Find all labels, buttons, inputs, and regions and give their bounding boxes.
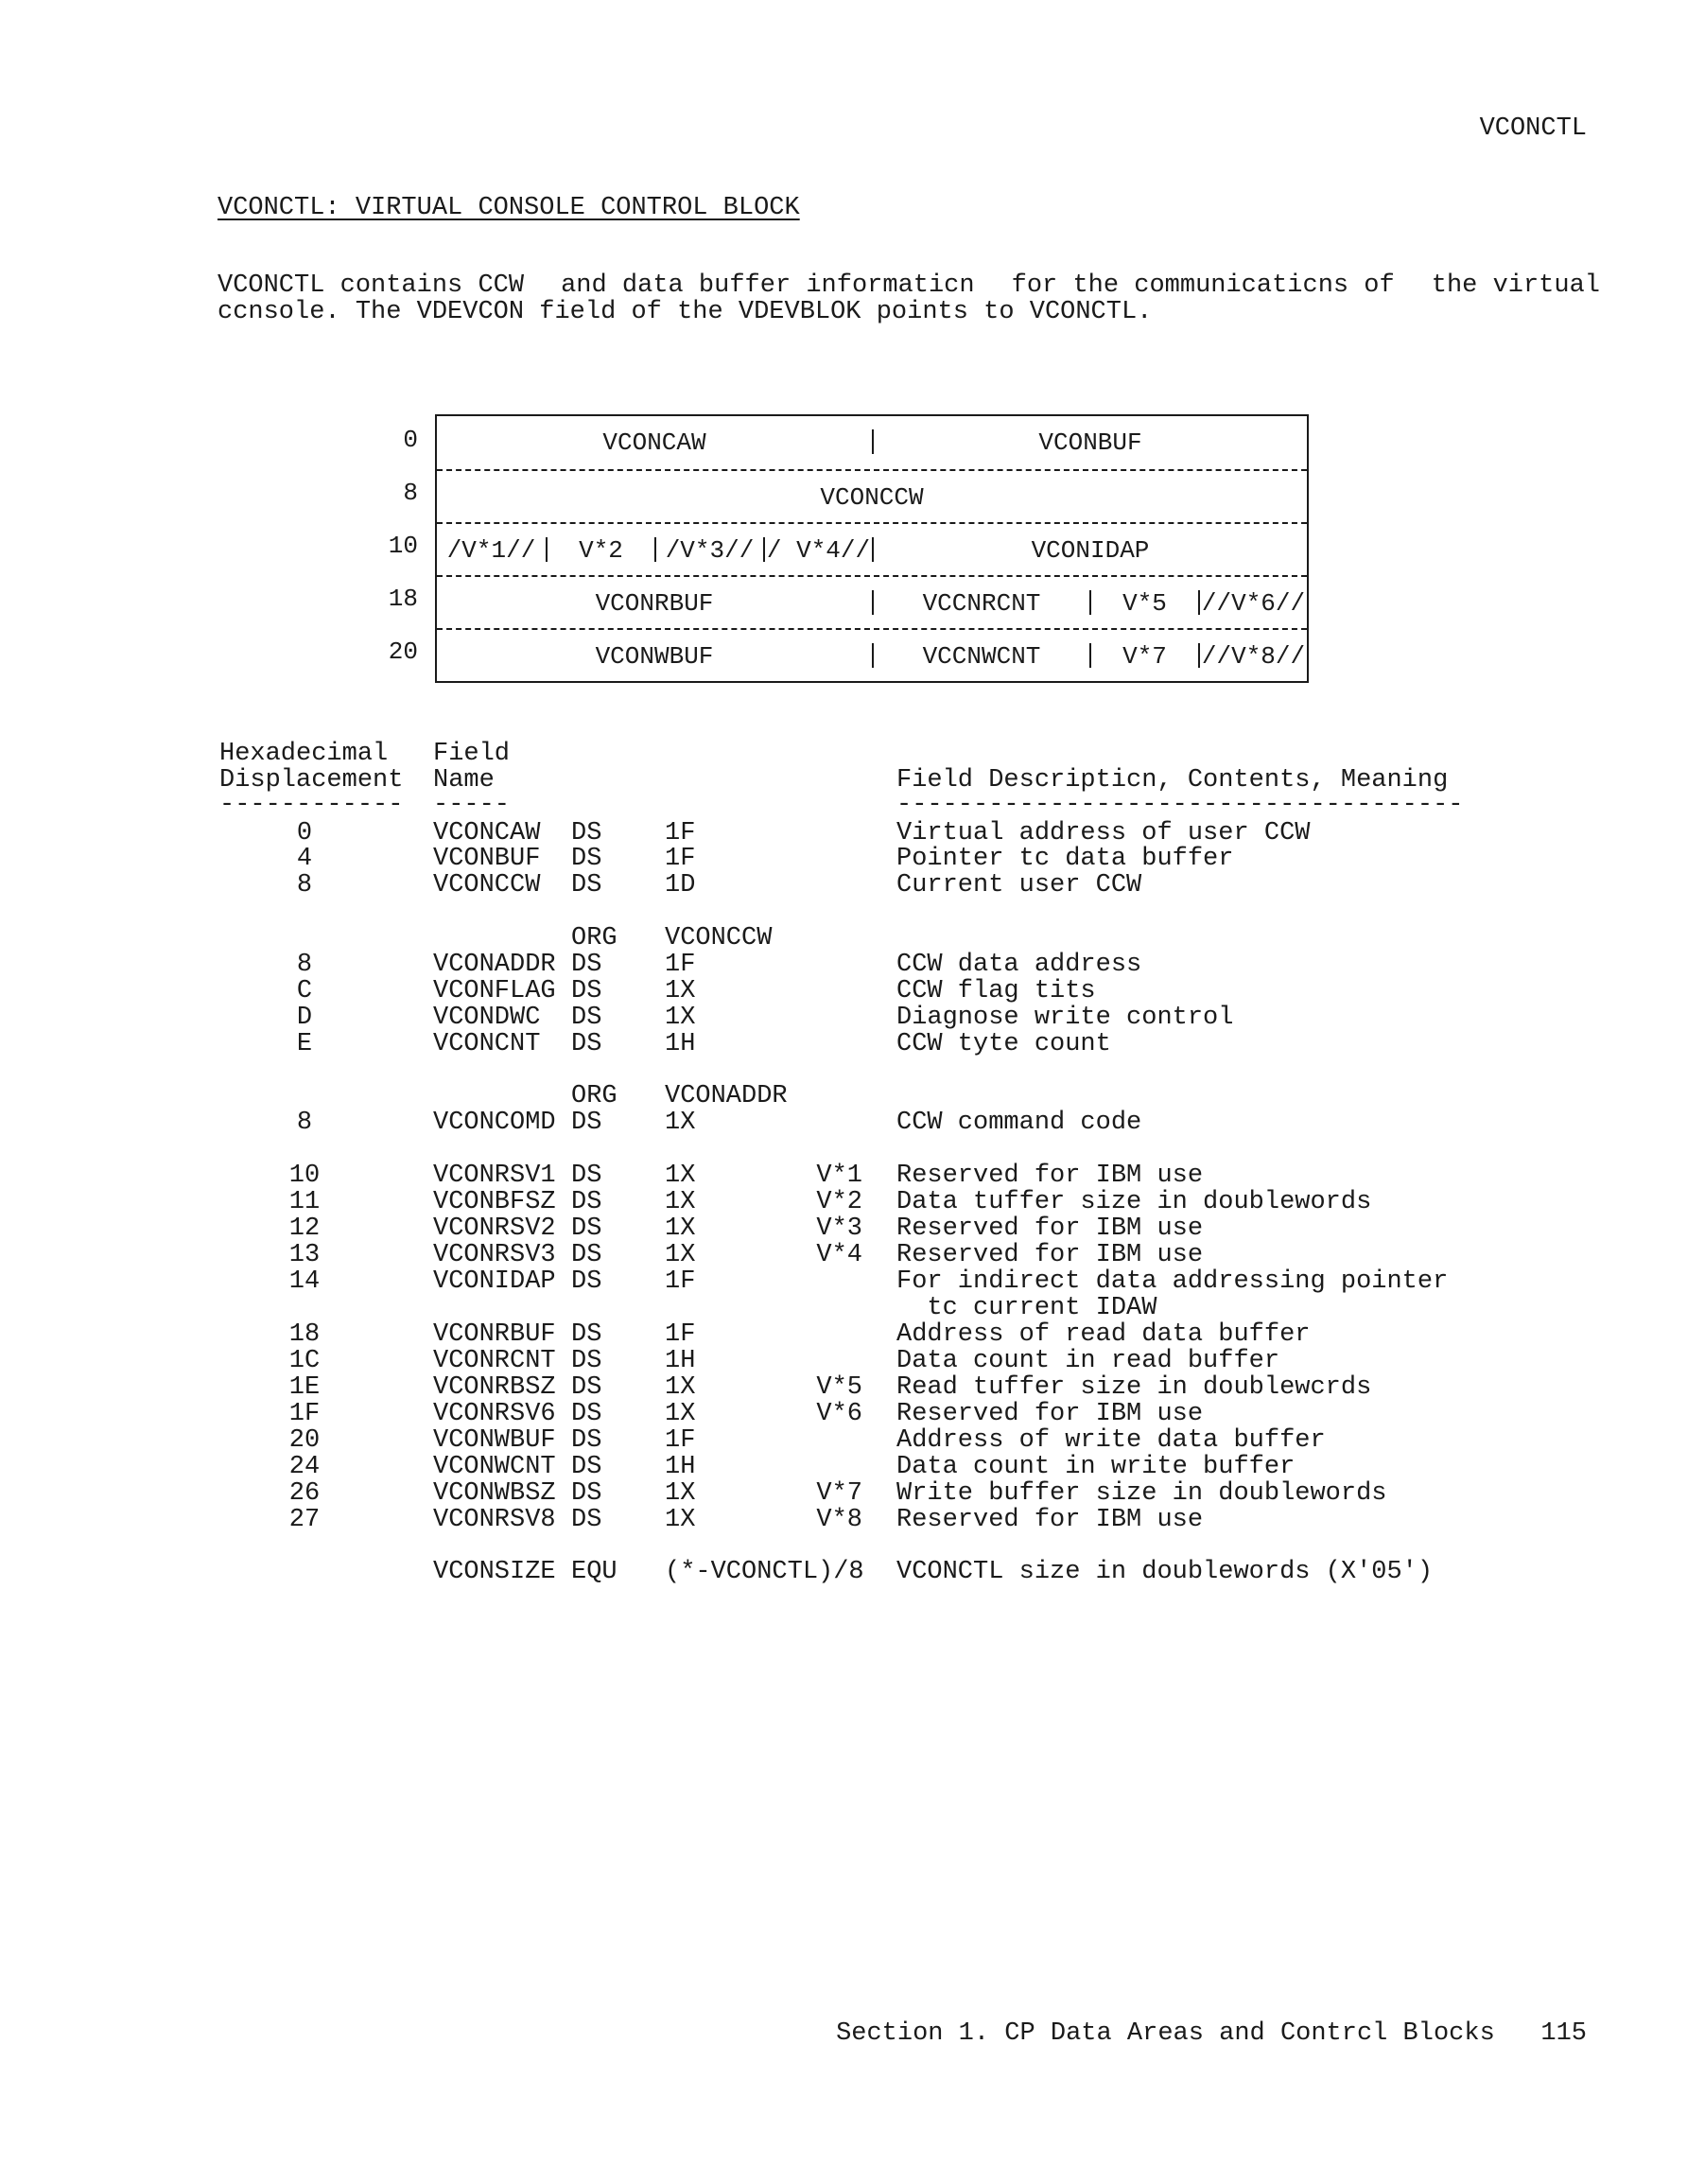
table-row <box>0 1267 1687 1294</box>
diagram-field: VCONCAW <box>602 428 706 457</box>
operation-cell: DS <box>571 1267 602 1296</box>
operation-cell: DS <box>571 1030 602 1058</box>
operand-cell: 1X <box>665 977 696 1005</box>
operand-cell: 1X <box>665 1506 696 1534</box>
field-name-cell: VCONRSV1 <box>433 1162 556 1190</box>
intro-word-group: and data buffer informaticn <box>561 271 975 300</box>
operand-cell: (*-VCONCTL)/8 <box>665 1558 864 1586</box>
operand-cell: 1X <box>665 1479 696 1508</box>
operation-cell: DS <box>571 1320 602 1349</box>
operand-cell: 1F <box>665 951 696 979</box>
description-cell: CCW data address <box>896 951 1142 979</box>
diagram-field: /V*1// <box>446 535 536 565</box>
control-block-layout-diagram <box>435 414 1309 683</box>
operand-cell: VCONCCW <box>665 924 773 952</box>
operand-cell: 1H <box>665 1453 696 1481</box>
field-name-cell: VCONBUF <box>433 845 541 873</box>
operand-cell: 1X <box>665 1162 696 1190</box>
operand-cell: 1X <box>665 1004 696 1032</box>
layout-tag-cell: V*7 <box>816 1479 862 1508</box>
field-name-cell: VCONRSV3 <box>433 1241 556 1269</box>
table-row <box>0 819 1687 846</box>
operation-cell: DS <box>571 1426 602 1455</box>
description-cell: CCW flag tits <box>896 977 1096 1005</box>
operand-cell: 1H <box>665 1030 696 1058</box>
table-row <box>0 1453 1687 1479</box>
operand-cell: 1X <box>665 1400 696 1428</box>
intro-word-group: VCONCTL contains CCW <box>217 271 525 300</box>
field-name-cell: VCONIDAP <box>433 1267 556 1296</box>
operation-cell: DS <box>571 1400 602 1428</box>
table-row <box>0 1162 1687 1188</box>
table-row <box>0 1320 1687 1347</box>
diagram-row <box>437 469 1307 523</box>
description-cell: Current user CCW <box>896 871 1142 900</box>
table-row <box>0 1373 1687 1400</box>
operation-cell: DS <box>571 845 602 873</box>
displacement-cell: 1F <box>288 1400 321 1428</box>
table-row <box>0 1188 1687 1214</box>
table-row <box>0 1347 1687 1373</box>
displacement-cell: E <box>296 1030 313 1058</box>
description-cell: Reserved for IBM use <box>896 1162 1204 1190</box>
field-name-cell: VCONRCNT <box>433 1347 556 1375</box>
description-cell: Data tuffer size in doublewords <box>896 1188 1372 1216</box>
operation-cell: DS <box>571 1109 602 1137</box>
operand-cell: 1X <box>665 1188 696 1216</box>
description-cell: tc current IDAW <box>896 1294 1157 1322</box>
intro-word-group: for the communicaticns of <box>1011 271 1395 300</box>
displacement-cell: 24 <box>288 1453 321 1481</box>
operation-cell: DS <box>571 819 602 847</box>
diagram-field: V*7 <box>1122 641 1167 671</box>
diagram-field: /V*3// <box>665 535 755 565</box>
description-cell: For indirect data addressing pointer <box>896 1267 1449 1296</box>
table-row <box>0 977 1687 1004</box>
description-cell: Reserved for IBM use <box>896 1506 1204 1534</box>
field-name-cell: VCONWCNT <box>433 1453 556 1481</box>
table-row <box>0 1082 1687 1109</box>
operation-cell: DS <box>571 1241 602 1269</box>
operand-cell: 1X <box>665 1214 696 1243</box>
displacement-cell: 26 <box>288 1479 321 1508</box>
field-name-cell: VCONWBUF <box>433 1426 556 1455</box>
page-header: VCONCTL <box>1479 114 1587 143</box>
displacement-cell: 18 <box>288 1320 321 1349</box>
description-cell: Data count in write buffer <box>896 1453 1296 1481</box>
operation-cell: DS <box>571 1162 602 1190</box>
diagram-offset: 10 <box>388 532 418 560</box>
field-name-cell: VCONRSV8 <box>433 1506 556 1534</box>
description-cell: Data count in read buffer <box>896 1347 1280 1375</box>
operand-cell: 1F <box>665 845 696 873</box>
table-row <box>0 924 1687 951</box>
diagram-field: / V*4// <box>766 535 871 565</box>
operand-cell: 1D <box>665 871 696 900</box>
displacement-cell: 8 <box>296 1109 313 1137</box>
description-cell: Reserved for IBM use <box>896 1241 1204 1269</box>
operand-cell: 1F <box>665 1426 696 1455</box>
description-cell: Diagnose write control <box>896 1004 1234 1032</box>
table-row <box>0 871 1687 898</box>
displacement-header: Displacement <box>219 766 404 795</box>
name-rule: ----- <box>433 791 511 819</box>
description-cell: Reserved for IBM use <box>896 1214 1204 1243</box>
operand-cell: 1X <box>665 1241 696 1269</box>
description-cell: Write buffer size in doublewords <box>896 1479 1387 1508</box>
operation-cell: DS <box>571 1479 602 1508</box>
layout-tag-cell: V*5 <box>816 1373 862 1402</box>
field-name-header: Name <box>433 766 495 795</box>
field-name-cell: VCONWBSZ <box>433 1479 556 1508</box>
diagram-field: VCONIDAP <box>1031 535 1150 565</box>
operation-cell: DS <box>571 1453 602 1481</box>
displacement-cell: 1E <box>288 1373 321 1402</box>
diagram-row <box>437 416 1307 468</box>
description-cell: CCW tyte count <box>896 1030 1111 1058</box>
field-name-cell: VCONFLAG <box>433 977 556 1005</box>
operand-cell: 1H <box>665 1347 696 1375</box>
diagram-field: //V*6// <box>1201 588 1306 618</box>
table-row <box>0 845 1687 871</box>
operand-cell: 1X <box>665 1109 696 1137</box>
diagram-offset: 0 <box>403 426 418 454</box>
displacement-cell: 14 <box>288 1267 321 1296</box>
table-row <box>0 1241 1687 1267</box>
diagram-row <box>437 522 1307 576</box>
diagram-field: VCCNRCNT <box>922 588 1041 618</box>
diagram-field: VCONBUF <box>1038 428 1142 457</box>
table-header-row <box>0 766 1687 793</box>
displacement-cell: 8 <box>296 951 313 979</box>
description-cell: VCONCTL size in doublewords (X'05') <box>896 1558 1434 1586</box>
displacement-cell: 8 <box>296 871 313 900</box>
diagram-field: VCONRBUF <box>595 588 714 618</box>
field-name-cell: VCONADDR <box>433 951 556 979</box>
table-row <box>0 1294 1687 1320</box>
table-row <box>0 1030 1687 1057</box>
operation-cell: DS <box>571 871 602 900</box>
diagram-field: VCONWBUF <box>595 641 714 671</box>
operation-cell: DS <box>571 1188 602 1216</box>
diagram-offset: 20 <box>388 638 418 666</box>
field-name-cell: VCONRBUF <box>433 1320 556 1349</box>
layout-tag-cell: V*6 <box>816 1400 862 1428</box>
displacement-cell: 11 <box>288 1188 321 1216</box>
operation-cell: DS <box>571 951 602 979</box>
layout-tag-cell: V*8 <box>816 1506 862 1534</box>
field-name-cell: VCONCNT <box>433 1030 541 1058</box>
field-name-cell: VCONCCW <box>433 871 541 900</box>
diagram-field: V*5 <box>1122 588 1167 618</box>
operand-cell: 1F <box>665 819 696 847</box>
field-name-cell: VCONBFSZ <box>433 1188 556 1216</box>
field-name-cell: VCONRBSZ <box>433 1373 556 1402</box>
operand-cell: 1X <box>665 1373 696 1402</box>
diagram-offset: 18 <box>388 585 418 613</box>
diagram-offset: 8 <box>403 479 418 507</box>
operand-cell: 1F <box>665 1267 696 1296</box>
operand-cell: VCONADDR <box>665 1082 788 1110</box>
displacement-cell: 10 <box>288 1162 321 1190</box>
description-cell: Read tuffer size in doublewcrds <box>896 1373 1372 1402</box>
description-cell: Pointer tc data buffer <box>896 845 1234 873</box>
table-row <box>0 1506 1687 1532</box>
page-title: VCONCTL: VIRTUAL CONSOLE CONTROL BLOCK <box>217 194 800 222</box>
field-name-cell: VCONDWC <box>433 1004 541 1032</box>
table-row <box>0 1109 1687 1135</box>
displacement-header: Hexadecimal <box>219 740 389 768</box>
operation-cell: ORG <box>571 1082 617 1110</box>
field-name-cell: VCONRSV6 <box>433 1400 556 1428</box>
field-name-cell: VCONCAW <box>433 819 541 847</box>
table-row <box>0 1214 1687 1241</box>
field-name-cell: VCONRSV2 <box>433 1214 556 1243</box>
intro-paragraph <box>217 272 1598 325</box>
displacement-cell: 1C <box>288 1347 321 1375</box>
operand-cell: 1F <box>665 1320 696 1349</box>
intro-line-2: ccnsole. The VDEVCON field of the VDEVBLOK points to VCONCTL. <box>217 298 1153 326</box>
table-header-row <box>0 740 1687 766</box>
operation-cell: EQU <box>571 1558 617 1586</box>
intro-word-group: the virtual <box>1431 271 1600 300</box>
layout-tag-cell: V*2 <box>816 1188 862 1216</box>
operation-cell: ORG <box>571 924 617 952</box>
displacement-cell: 12 <box>288 1214 321 1243</box>
displacement-cell: 13 <box>288 1241 321 1269</box>
layout-tag-cell: V*4 <box>816 1241 862 1269</box>
page-footer: Section 1. CP Data Areas and Contrcl Blocks 115 <box>836 2019 1587 2048</box>
description-cell: Virtual address of user CCW <box>896 819 1311 847</box>
table-row <box>0 951 1687 977</box>
layout-tag-cell: V*3 <box>816 1214 862 1243</box>
diagram-field: VCCNWCNT <box>922 641 1041 671</box>
field-name-header: Field <box>433 740 511 768</box>
diagram-row <box>437 575 1307 629</box>
displacement-cell: 0 <box>296 819 313 847</box>
displacement-cell: 27 <box>288 1506 321 1534</box>
field-name-cell: VCONSIZE <box>433 1558 556 1586</box>
description-cell: CCW command code <box>896 1109 1142 1137</box>
diagram-row <box>437 628 1307 682</box>
operation-cell: DS <box>571 1214 602 1243</box>
description-header: Field Descripticn, Contents, Meaning <box>896 766 1449 795</box>
diagram-field: //V*8// <box>1201 641 1306 671</box>
description-cell: Reserved for IBM use <box>896 1400 1204 1428</box>
field-name-cell: VCONCOMD <box>433 1109 556 1137</box>
layout-tag-cell: V*1 <box>816 1162 862 1190</box>
operation-cell: DS <box>571 1506 602 1534</box>
table-row <box>0 1558 1687 1584</box>
operation-cell: DS <box>571 1373 602 1402</box>
displacement-rule: ------------ <box>219 791 404 819</box>
table-row <box>0 1400 1687 1426</box>
table-row <box>0 1479 1687 1506</box>
description-rule: ------------------------------------- <box>896 791 1464 819</box>
description-cell: Address of write data buffer <box>896 1426 1326 1455</box>
operation-cell: DS <box>571 977 602 1005</box>
operation-cell: DS <box>571 1004 602 1032</box>
table-row <box>0 1004 1687 1030</box>
operation-cell: DS <box>571 1347 602 1375</box>
description-cell: Address of read data buffer <box>896 1320 1311 1349</box>
displacement-cell: D <box>296 1004 313 1032</box>
displacement-cell: 4 <box>296 845 313 873</box>
displacement-cell: 20 <box>288 1426 321 1455</box>
displacement-cell: C <box>296 977 313 1005</box>
diagram-field: VCONCCW <box>820 482 924 512</box>
table-row <box>0 1426 1687 1453</box>
diagram-field: V*2 <box>579 535 623 565</box>
table-header-rule <box>0 791 1687 817</box>
